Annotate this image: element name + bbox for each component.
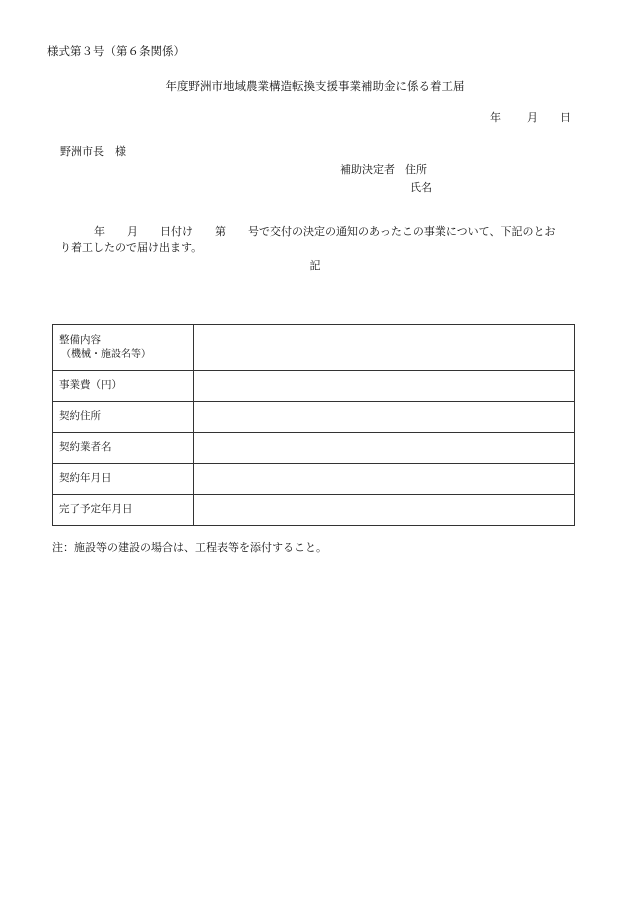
applicant-address-label: 住所 <box>405 163 427 176</box>
body-line-2: り着工したので届け出ます。 <box>60 241 203 254</box>
row-label-cost: 事業費（円） <box>53 371 194 402</box>
footnote: 注：施設等の建設の場合は、工程表等を添付すること。 <box>52 541 327 554</box>
table-row <box>53 402 575 433</box>
table-row <box>53 495 575 526</box>
row-value-completion-date <box>194 495 575 526</box>
row-value-equipment <box>194 325 575 371</box>
table-row <box>53 325 575 371</box>
row-value-contractor-name <box>194 433 575 464</box>
table-row <box>53 371 575 402</box>
table-row <box>53 464 575 495</box>
row-label-completion-date: 完了予定年月日 <box>53 495 194 526</box>
applicant-name-label: 氏名 <box>410 181 432 194</box>
row-label-text: 整備内容 <box>59 334 101 347</box>
date-month-label: 月 <box>527 111 538 124</box>
row-sublabel-text: （機械・施設名等） <box>61 348 151 360</box>
row-label-contract-address: 契約住所 <box>53 402 194 433</box>
date-line <box>490 111 571 124</box>
addressee: 野洲市長 様 <box>60 145 126 158</box>
row-value-contract-date <box>194 464 575 495</box>
detail-table <box>52 324 575 526</box>
form-number: 様式第３号（第６条関係） <box>47 44 185 58</box>
date-day-label: 日 <box>560 111 571 124</box>
row-value-contract-address <box>194 402 575 433</box>
table-row <box>53 433 575 464</box>
row-label-contract-date: 契約年月日 <box>53 464 194 495</box>
row-label-equipment <box>53 325 194 371</box>
row-value-cost <box>194 371 575 402</box>
ki-heading: 記 <box>309 259 321 272</box>
applicant-role-label: 補助決定者 <box>340 163 395 176</box>
document-title: 年度野洲市地域農業構造転換支援事業補助金に係る着工届 <box>165 79 465 93</box>
date-year-label: 年 <box>490 111 501 124</box>
applicant-address-line <box>340 163 427 176</box>
row-label-contractor-name: 契約業者名 <box>53 433 194 464</box>
body-line-1: 年 月 日付け 第 号で交付の決定の通知のあったこの事業について、下記のとお <box>94 225 556 238</box>
body-text <box>60 224 588 256</box>
